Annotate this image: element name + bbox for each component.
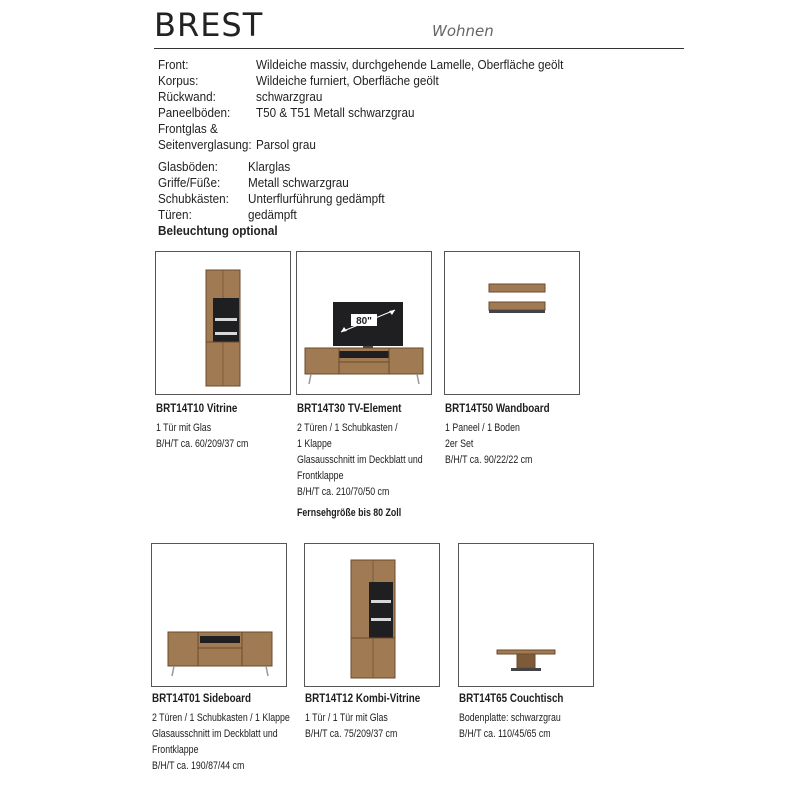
product-title: BRT14T12 Kombi-Vitrine <box>305 691 421 705</box>
product-title: BRT14T01 Sideboard <box>152 691 251 705</box>
product-title: BRT14T10 Vitrine <box>156 401 238 415</box>
page-subtitle: Wohnen <box>432 22 494 40</box>
product-title: BRT14T50 Wandboard <box>445 401 550 415</box>
spec-value: Klarglas <box>248 159 291 174</box>
product-title: BRT14T30 TV-Element <box>297 401 402 415</box>
page-title: BREST <box>154 6 264 44</box>
spec-label: Griffe/Füße: <box>158 175 221 190</box>
spec-value: Wildeiche furniert, Oberfläche geölt <box>256 73 439 88</box>
spec-label: Glasböden: <box>158 159 218 174</box>
spec-label: Schubkästen: <box>158 191 229 206</box>
spec-label: Paneelböden: <box>158 105 231 120</box>
spec-label: Frontglas & <box>158 121 218 136</box>
spec-value: schwarzgrau <box>256 89 323 104</box>
spec-value: Parsol grau <box>256 137 316 152</box>
sideboard-illustration <box>152 544 286 686</box>
couchtisch-illustration <box>459 544 593 686</box>
product-image-couchtisch <box>458 543 594 687</box>
spec-value: Unterflurführung gedämpft <box>248 191 385 206</box>
product-image-wandboard <box>444 251 580 395</box>
spec-label: Korpus: <box>158 73 199 88</box>
tv-size-label: 80" <box>356 316 372 327</box>
vitrine-illustration <box>156 252 290 394</box>
wandboard-illustration <box>445 252 579 394</box>
spec-label: Türen: <box>158 207 192 222</box>
kombi-vitrine-illustration <box>305 544 439 686</box>
product-desc: 1 Tür mit Glas B/H/T ca. 60/209/37 cm <box>156 422 249 450</box>
product-image-vitrine <box>155 251 291 395</box>
spec-label: Seitenverglasung: <box>158 137 252 152</box>
header-divider <box>154 48 684 49</box>
product-desc: Bodenplatte: schwarzgrau B/H/T ca. 110/45/65 cm <box>459 712 561 740</box>
spec-label: Rückwand: <box>158 89 216 104</box>
spec-value: Wildeiche massiv, durchgehende Lamelle, Oberfläche geölt <box>256 57 564 72</box>
product-desc: 1 Paneel / 1 Boden 2er Set B/H/T ca. 90/22/22 cm <box>445 422 533 466</box>
spec-value: T50 & T51 Metall schwarzgrau <box>256 105 415 120</box>
product-image-tv-element <box>296 251 432 395</box>
spec-value: Metall schwarzgrau <box>248 175 349 190</box>
product-desc: 2 Türen / 1 Schubkasten / 1 Klappe Glasausschnitt im Deckblatt und Frontklappe B/H/T ca. 190/87/44 cm <box>152 712 290 772</box>
product-desc: 2 Türen / 1 Schubkasten / 1 Klappe Glasausschnitt im Deckblatt und Frontklappe B/H/T ca. 210/70/50 cm <box>297 422 423 498</box>
product-image-kombi-vitrine <box>304 543 440 687</box>
spec-value: gedämpft <box>248 207 297 222</box>
spec-label: Front: <box>158 57 189 72</box>
product-title: BRT14T65 Couchtisch <box>459 691 564 705</box>
tv-element-illustration <box>297 252 431 394</box>
lighting-note: Beleuchtung optional <box>158 223 278 238</box>
tv-size-note: Fernsehgröße bis 80 Zoll <box>297 507 402 519</box>
product-desc: 1 Tür / 1 Tür mit Glas B/H/T ca. 75/209/37 cm <box>305 712 398 740</box>
product-image-sideboard <box>151 543 287 687</box>
